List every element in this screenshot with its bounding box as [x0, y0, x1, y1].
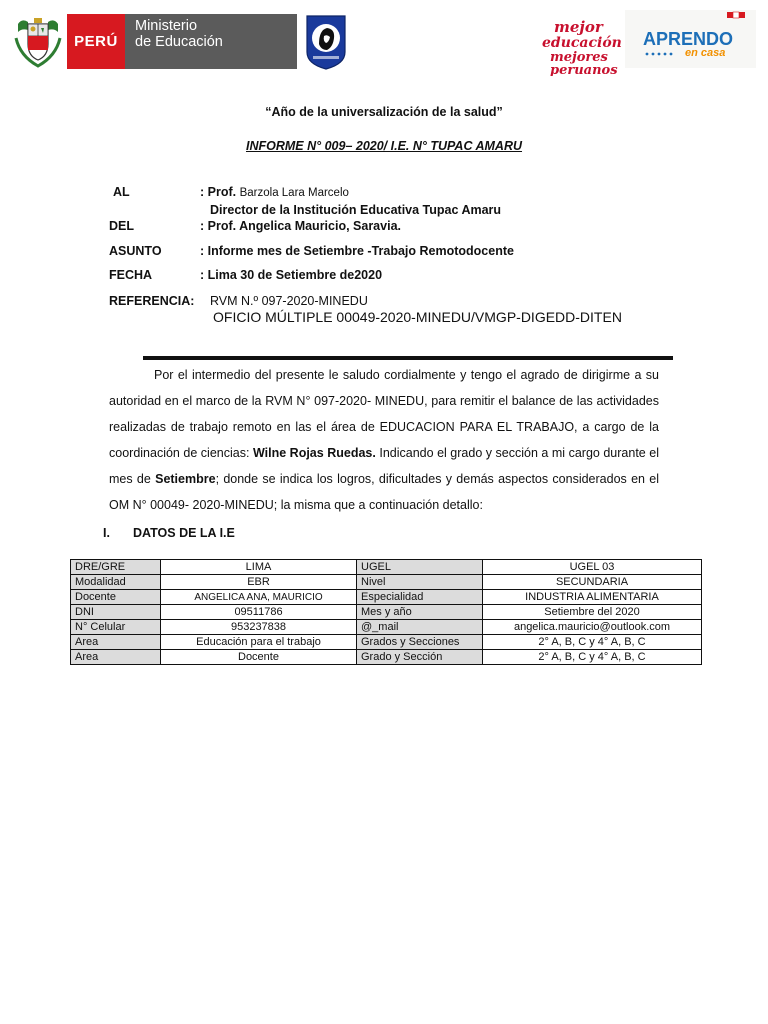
paragraph-part-3: ; donde se indica los logros, dificultades y demás aspectos considerados en el OM N° 00049- 2020-MINEDU; la misma que a continuación detallo: — [109, 472, 659, 512]
school-crest-icon — [305, 14, 347, 70]
table-cell: @_mail — [357, 620, 483, 635]
table-cell: UGEL 03 — [483, 560, 702, 575]
month-name: Setiembre — [155, 472, 216, 486]
table-row — [71, 560, 702, 575]
table-row — [71, 620, 702, 635]
table-cell: UGEL — [357, 560, 483, 575]
referencia-line-2: OFICIO MÚLTIPLE 00049-2020-MINEDU/VMGP-DIGEDD-DITEN — [213, 309, 622, 325]
table-cell: Grado y Sección — [357, 650, 483, 665]
paragraph-part-1: Por el intermedio del presente le saludo cordialmente y tengo el agrado de dirigirme a su autoridad en el marco de la RVM N° 097-2020- MINEDU, para remitir el balance de las actividades realizadas de trabajo remoto en las el área de EDUCACION PARA EL TRABAJO, a cargo de la coordinación de ciencias: — [109, 368, 659, 460]
del-label: DEL — [109, 219, 134, 233]
ie-data-table — [70, 559, 702, 665]
year-motto: “Año de la universalización de la salud” — [265, 105, 503, 119]
referencia-line-1: RVM N.º 097-2020-MINEDU — [210, 294, 368, 308]
table-cell: 953237838 — [161, 620, 357, 635]
table-cell: Especialidad — [357, 590, 483, 605]
asunto-value: : Informe mes de Setiembre -Trabajo Remotodocente — [200, 244, 514, 258]
table-cell: EBR — [161, 575, 357, 590]
svg-text:mejores: mejores — [550, 50, 608, 65]
table-row — [71, 605, 702, 620]
al-role: Director de la Institución Educativa Tupac Amaru — [210, 203, 502, 217]
svg-text:peruanos: peruanos — [550, 63, 618, 76]
table-cell: DNI — [71, 605, 161, 620]
al-name: Barzola Lara Marcelo — [239, 187, 349, 199]
table-row — [71, 650, 702, 665]
asunto-label: ASUNTO — [109, 244, 162, 258]
peru-label: PERÚ — [67, 14, 125, 69]
aprendo-en-casa-logo — [625, 10, 756, 68]
table-cell: Mes y año — [357, 605, 483, 620]
table-cell: INDUSTRIA ALIMENTARIA — [483, 590, 702, 605]
table-cell: Educación para el trabajo — [161, 635, 357, 650]
body-paragraph — [109, 362, 659, 518]
ministry-line-2: de Educación — [135, 34, 223, 50]
table-cell: Area — [71, 650, 161, 665]
table-cell: Docente — [71, 590, 161, 605]
svg-text:mejor: mejor — [554, 18, 603, 36]
table-cell: N° Celular — [71, 620, 161, 635]
mejor-educacion-logo — [540, 16, 624, 76]
table-cell: Nivel — [357, 575, 483, 590]
ministry-line-1: Ministerio — [135, 18, 198, 34]
svg-text:educación: educación — [542, 35, 622, 51]
table-row — [71, 590, 702, 605]
table-cell: Grados y Secciones — [357, 635, 483, 650]
al-prefix: : Prof. — [200, 185, 237, 199]
al-value — [200, 185, 349, 199]
table-cell: SECUNDARIA — [483, 575, 702, 590]
table-cell: 2° A, B, C y 4° A, B, C — [483, 650, 702, 665]
del-value: : Prof. Angelica Mauricio, Saravia. — [200, 219, 401, 233]
table-cell: Modalidad — [71, 575, 161, 590]
referencia-label: REFERENCIA: — [109, 294, 195, 308]
table-cell: ANGELICA ANA, MAURICIO — [161, 590, 357, 605]
table-cell: LIMA — [161, 560, 357, 575]
table-cell: 2° A, B, C y 4° A, B, C — [483, 635, 702, 650]
section-title: DATOS DE LA I.E — [133, 526, 235, 540]
svg-text:APRENDO: APRENDO — [643, 29, 734, 49]
table-row — [71, 575, 702, 590]
paragraph-part-2: Indicando el grado y sección a mi cargo durante el mes de — [109, 446, 659, 486]
table-cell: 09511786 — [161, 605, 357, 620]
table-cell: Docente — [161, 650, 357, 665]
section-number: I. — [103, 526, 110, 540]
email-cell: angelica.mauricio@outlook.com — [483, 620, 702, 635]
informe-title: INFORME N° 009– 2020/ I.E. N° TUPAC AMARU — [245, 139, 523, 153]
coordinator-name: Wilne Rojas Ruedas. — [252, 446, 376, 460]
fecha-label: FECHA — [109, 268, 153, 282]
table-row — [71, 635, 702, 650]
table-cell: Setiembre del 2020 — [483, 605, 702, 620]
separator-rule — [143, 356, 673, 360]
svg-text:en casa: en casa — [685, 47, 726, 59]
fecha-value: : Lima 30 de Setiembre de2020 — [200, 268, 383, 282]
peru-coat-of-arms-icon — [14, 16, 62, 68]
ministerio-educacion-logo — [67, 14, 297, 69]
table-cell: Area — [71, 635, 161, 650]
table-cell: DRE/GRE — [71, 560, 161, 575]
al-label: AL — [113, 185, 130, 199]
